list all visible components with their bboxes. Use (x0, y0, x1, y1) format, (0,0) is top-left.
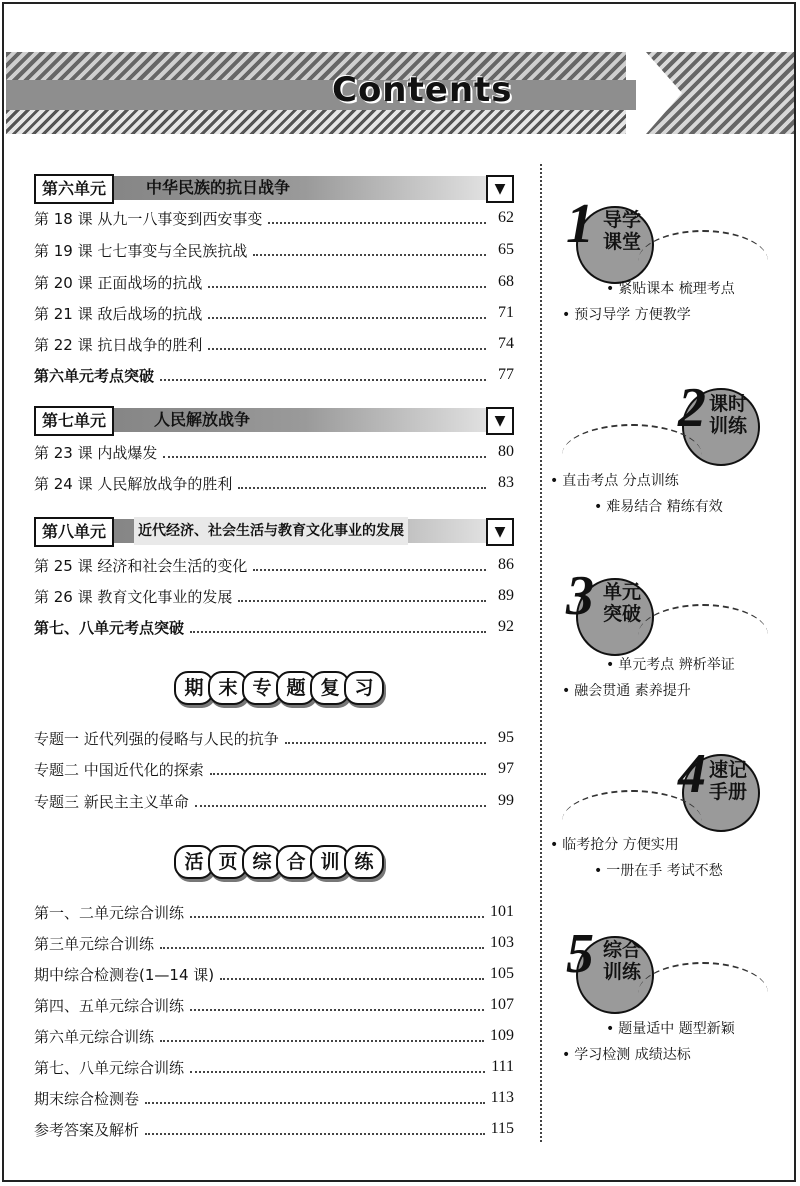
lesson-title: 经济和社会生活的变化 (97, 556, 248, 575)
feature-5 (548, 923, 788, 1096)
dot-leader (208, 338, 486, 350)
dot-leader (268, 212, 486, 224)
page-number: 101 (490, 903, 514, 920)
chevron-down-icon[interactable]: ▼ (486, 407, 514, 435)
page-number: 89 (498, 587, 514, 604)
unit-header-8[interactable] (34, 517, 514, 545)
topic-title: 专题一 近代列强的侵略与人民的抗争 (34, 729, 279, 748)
badge-char: 专 (242, 671, 282, 705)
badge-char: 合 (276, 845, 316, 879)
training-title: 期末综合检测卷 (34, 1089, 140, 1108)
dashed-connector (638, 962, 768, 1024)
unit-label: 第六单元 (34, 174, 114, 204)
unit-label: 第七单元 (34, 406, 114, 436)
lesson-number: 第 19 课 (34, 241, 93, 260)
training-title: 第六单元综合训练 (34, 1027, 155, 1046)
dot-leader (238, 477, 486, 489)
lesson-title: 从九一八事变到西安事变 (97, 209, 263, 228)
toc-entry-review[interactable] (34, 615, 514, 639)
training-title: 第七、八单元综合训练 (34, 1058, 185, 1077)
dot-leader (160, 1030, 484, 1042)
feature-3 (548, 566, 788, 736)
training-title: 参考答案及解析 (34, 1120, 140, 1139)
feature-number: 3 (566, 565, 594, 627)
unit-label: 第八单元 (34, 517, 114, 547)
feature-line-1: • 紧贴课本 梳理考点 (606, 281, 735, 297)
banner-arrow (646, 52, 794, 134)
feature-line-1: • 题量适中 题型新颖 (606, 1021, 735, 1037)
page-number: 86 (498, 556, 514, 573)
feature-line-2: • 学习检测 成绩达标 (562, 1047, 691, 1063)
feature-line-2: • 融会贯通 素养提升 (562, 683, 691, 699)
feature-name-bottom: 手册 (708, 781, 747, 803)
badge-char: 训 (310, 845, 350, 879)
contents-title: Contents (332, 70, 513, 110)
unit-title: 近代经济、社会生活与教育文化事业的发展 (134, 517, 408, 545)
badge-char: 练 (344, 845, 384, 879)
page-number: 103 (490, 934, 514, 951)
dot-leader (195, 795, 486, 807)
toc-entry[interactable] (34, 440, 514, 464)
training-title: 期中综合检测卷(1—14 课) (34, 965, 215, 984)
feature-line-2: • 预习导学 方便教学 (562, 307, 691, 323)
feature-name-bottom: 训练 (708, 415, 747, 437)
toc-entry[interactable] (34, 301, 514, 325)
review-title: 第七、八单元考点突破 (34, 618, 185, 637)
lesson-number: 第 25 课 (34, 556, 93, 575)
badge-char: 活 (174, 845, 214, 879)
final-review-badge (174, 672, 378, 704)
toc-entry[interactable] (34, 1117, 514, 1141)
feature-name-bottom: 突破 (602, 603, 641, 625)
training-title: 第四、五单元综合训练 (34, 996, 185, 1015)
dot-leader (208, 276, 486, 288)
page-number: 97 (498, 760, 514, 777)
toc-entry[interactable] (34, 270, 514, 294)
badge-char: 复 (310, 671, 350, 705)
page-number: 113 (490, 1089, 514, 1106)
lesson-number: 第 26 课 (34, 587, 93, 606)
dot-leader (238, 590, 486, 602)
dot-leader (160, 937, 484, 949)
page-number: 65 (498, 241, 514, 258)
loose-leaf-badge (174, 846, 378, 878)
toc-entry[interactable] (34, 1055, 514, 1079)
lesson-title: 敌后战场的抗战 (97, 304, 203, 323)
feature-name-top: 综合 (602, 939, 641, 961)
chevron-down-icon[interactable]: ▼ (486, 518, 514, 546)
banner-stripe (6, 52, 626, 80)
training-title: 第三单元综合训练 (34, 934, 155, 953)
banner-stripe (6, 110, 626, 134)
feature-number: 2 (678, 377, 706, 439)
page-number: 74 (498, 335, 514, 352)
toc-entry[interactable] (34, 757, 514, 781)
banner-band (6, 80, 636, 110)
lesson-title: 抗日战争的胜利 (97, 335, 203, 354)
page-number: 95 (498, 729, 514, 746)
dot-leader (190, 999, 484, 1011)
toc-entry[interactable] (34, 206, 514, 230)
badge-char: 习 (344, 671, 384, 705)
dot-leader (253, 559, 486, 571)
topic-title: 专题二 中国近代化的探索 (34, 760, 204, 779)
feature-number: 5 (566, 923, 594, 985)
dot-leader (253, 244, 486, 256)
dot-leader (163, 446, 486, 458)
toc-entry[interactable] (34, 931, 514, 955)
feature-name-bottom: 课堂 (602, 231, 641, 253)
page-number: 111 (491, 1058, 514, 1075)
badge-char: 综 (242, 845, 282, 879)
dot-leader (160, 369, 486, 381)
dot-leader (145, 1123, 485, 1135)
badge-char: 题 (276, 671, 316, 705)
toc-entry[interactable] (34, 471, 514, 495)
dot-leader (190, 906, 484, 918)
toc-entry[interactable] (34, 238, 514, 262)
topic-title: 专题三 新民主主义革命 (34, 792, 189, 811)
page-number: 107 (490, 996, 514, 1013)
training-title: 第一、二单元综合训练 (34, 903, 185, 922)
chevron-down-icon[interactable]: ▼ (486, 175, 514, 203)
toc-entry[interactable] (34, 789, 514, 813)
unit-header-7[interactable] (34, 406, 514, 434)
page-number: 99 (498, 792, 514, 809)
page-number: 115 (490, 1120, 514, 1137)
unit-title: 中华民族的抗日战争 (146, 178, 291, 197)
lesson-number: 第 24 课 (34, 474, 93, 493)
badge-char: 末 (208, 671, 248, 705)
feature-line-1: • 临考抢分 方便实用 (550, 837, 679, 853)
toc-entry[interactable] (34, 553, 514, 577)
feature-line-1: • 直击考点 分点训练 (550, 473, 679, 489)
unit-title: 人民解放战争 (154, 410, 251, 429)
page-number: 62 (498, 209, 514, 226)
feature-line-1: • 单元考点 辨析举证 (606, 657, 735, 673)
toc-entry[interactable] (34, 1024, 514, 1048)
feature-name-top: 导学 (602, 209, 641, 231)
feature-line-2: • 一册在手 考试不愁 (594, 863, 723, 879)
feature-name-bottom: 训练 (602, 961, 641, 983)
page-number: 71 (498, 304, 514, 321)
toc-entry[interactable] (34, 584, 514, 608)
dot-leader (145, 1092, 485, 1104)
lesson-number: 第 20 课 (34, 273, 93, 292)
lesson-title: 教育文化事业的发展 (97, 587, 233, 606)
page-number: 77 (498, 366, 514, 383)
feature-2 (548, 378, 788, 548)
feature-number: 1 (566, 193, 594, 255)
dot-leader (208, 307, 486, 319)
feature-number: 4 (678, 743, 706, 805)
lesson-title: 正面战场的抗战 (97, 273, 203, 292)
badge-char: 页 (208, 845, 248, 879)
page-number: 109 (490, 1027, 514, 1044)
page-number: 68 (498, 273, 514, 290)
column-divider (540, 164, 542, 1142)
toc-entry[interactable] (34, 332, 514, 356)
lesson-title: 内战爆发 (97, 443, 158, 462)
toc-entry[interactable] (34, 726, 514, 750)
lesson-number: 第 22 课 (34, 335, 93, 354)
badge-char: 期 (174, 671, 214, 705)
page-number: 92 (498, 618, 514, 635)
page-number: 80 (498, 443, 514, 460)
review-title: 第六单元考点突破 (34, 366, 155, 385)
toc-entry[interactable] (34, 993, 514, 1017)
toc-entry[interactable] (34, 1086, 514, 1110)
page-number: 83 (498, 474, 514, 491)
lesson-number: 第 21 课 (34, 304, 93, 323)
dot-leader (285, 732, 486, 744)
toc-entry-review[interactable] (34, 363, 514, 387)
feature-name-top: 单元 (602, 581, 641, 603)
feature-1 (548, 190, 788, 360)
lesson-title: 七七事变与全民族抗战 (97, 241, 248, 260)
feature-name-top: 课时 (708, 393, 747, 415)
lesson-number: 第 23 课 (34, 443, 93, 462)
toc-entry[interactable] (34, 962, 514, 986)
feature-line-2: • 难易结合 精练有效 (594, 499, 723, 515)
dot-leader (220, 968, 484, 980)
contents-banner (6, 52, 794, 134)
feature-name-top: 速记 (708, 759, 747, 781)
dot-leader (210, 763, 486, 775)
feature-4 (548, 740, 788, 910)
unit-header-6[interactable] (34, 174, 514, 202)
lesson-number: 第 18 课 (34, 209, 93, 228)
toc-entry[interactable] (34, 900, 514, 924)
lesson-title: 人民解放战争的胜利 (97, 474, 233, 493)
dot-leader (190, 621, 486, 633)
dot-leader (190, 1061, 485, 1073)
page-number: 105 (490, 965, 514, 982)
